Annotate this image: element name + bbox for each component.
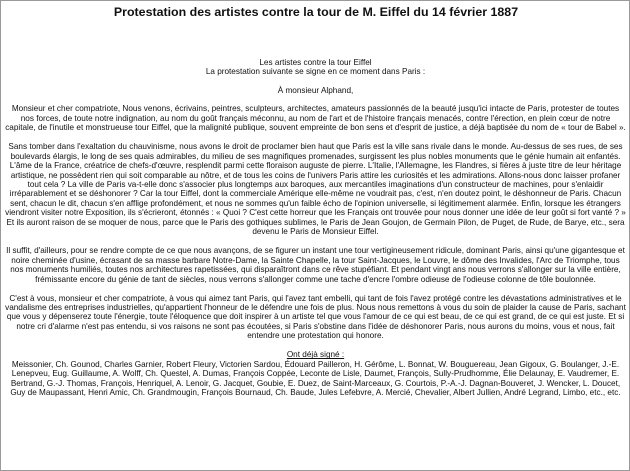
signed-label: Ont déjà signé : [286, 350, 345, 360]
intro-line: Les artistes contre la tour Eiffel [259, 58, 372, 67]
intro-line: La protestation suivante se signe en ce moment dans Paris : [205, 67, 426, 77]
paragraph: Il suffit, d'ailleurs, pour se rendre compte de ce que nous avançons, de se figurer un instant une tour vertigineusement ridicule, dominant Paris, ainsi qu'une gigantesque et noire cheminée d'usine, écrasant de sa masse barbare Notre-Dame, la Sainte Chapelle, la tour Saint-Jacques, le Louvre, le dôme des Invalides, l'Arc de Triomphe, tous nos monuments humiliés, toutes nos architectures rapetissées, qui disparaîtront dans ce rêve stupéfiant. Et pendant vingt ans nous verrons s'allonger sur la ville entière, frémissante encore du génie de tant de siècles, nous verrons s'allonger comme une tache d'encre l'ombre odieuse de l'odieuse colonne de tôle boulonnée. [6, 246, 625, 284]
document-title: Protestation des artistes contre la tour de M. Eiffel du 14 février 1887 [113, 5, 519, 19]
paragraph: C'est à vous, monsieur et cher compatriote, à vous qui aimez tant Paris, qui l'avez tant embelli, qui tant de fois l'avez protégé contre les dévastations administratives et le vandalisme des entreprises industrielles, qu'appartient l'honneur de le défendre une fois de plus. Nous nous remettons à vous du soin de plaider la cause de Paris, sachant que vous y dépenserez toute l'énergie, toute l'éloquence que doit inspirer à un artiste tel que vous l'amour de ce qui est beau, de ce qui est grand, de ce qui est juste. Et si notre cri d'alarme n'est pas entendu, si vos raisons ne sont pas écoutées, si Paris s'obstine dans l'idée de déshonorer Paris, nous aurons du moins, vous et nous, fait entendre une protestation qui honore. [5, 293, 626, 341]
salutation: À monsieur Alphand, [277, 85, 354, 95]
paragraph: Monsieur et cher compatriote, Nous venons, écrivains, peintres, sculpteurs, architectes, amateurs passionnés de la beauté jusqu'ici intacte de Paris, protester de toutes nos forces, de toute notre indignation, au nom du goût français méconnu, au nom de l'art et de l'histoire français menacés, contre l'érection, en plein cœur de notre capitale, de l'inutile et monstrueuse tour Eiffel, que la malignité publique, souvent empreinte de bon sens et d'esprit de justice, a déjà baptisée du nom de « tour de Babel ». [5, 104, 626, 133]
signatories-list: Meissonier, Ch. Gounod, Charles Garnier, Robert Fleury, Victorien Sardou, Édouard Pailleron, H. Gérôme, L. Bonnat, W. Bouguereau, Jean Gigoux, G. Boulanger, J.-E. Lenepveu, Eug. Guillaume, A. Wolff, Ch. Questel, A. Dumas, François Coppée, Leconte de Lisle, Daumet, François, Sully-Prudhomme, Élie Delaunay, E. Vaudremer, E. Bertrand, G.-J. Thomas, François, Henriquel, A. Lenoir, G. Jacquet, Goubie, E. Duez, de Saint-Marceaux, G. Courtois, P.-A.-J. Dagnan-Bouveret, J. Wencker, L. Doucet, Guy de Maupassant, Henri Amic, Ch. Grandmougin, François Bournaud, Ch. Baude, Jules Lefebvre, A. Mercié, Chevalier, Albert Jullien, André Legrand, Limbo, etc., etc. [10, 359, 621, 398]
paragraph: Sans tomber dans l'exaltation du chauvinisme, nous avons le droit de proclamer bien haut que Paris est la ville sans rivale dans le monde. Au-dessus de ses rues, de ses boulevards élargis, le long de ses quais admirables, du milieu de ses magnifiques promenades, surgissent les plus nobles monuments que le génie humain ait enfantés. L'âme de la France, créatrice de chefs-d'œuvre, resplendit parmi cette floraison auguste de pierre. L'Italie, l'Allemagne, les Flandres, si fières à juste titre de leur héritage artistique, ne possèdent rien qui soit comparable au nôtre, et de tous les coins de l'univers Paris attire les curiosités et les admirations. Allons-nous donc laisser profaner tout cela ? La ville de Paris va-t-elle donc s'associer plus longtemps aux baroques, aux mercantiles imaginations d'un constructeur de machines, pour s'enlaidir irréparablement et se déshonorer ? Car la tour Eiffel, dont la commerciale Amérique elle-même ne voudrait pas, c'est, n'en doutez point, le déshonneur de Paris. Chacun sent, chacun le dit, chacun s'en afflige profondément, et nous ne sommes qu'un faible écho de l'opinion universelle, si légitimement alarmée. Enfin, lorsque les étrangers viendront visiter notre Exposition, ils s'écrieront, étonnés : « Quoi ? C'est cette horreur que les Français ont trouvée pour nous donner une idée de leur goût si fort vanté ? » Et ils auront raison de se moquer de nous, parce que le Paris des gothiques sublimes, le Paris de Jean Goujon, de Germain Pilon, de Puget, de Rude, de Barye, etc., sera devenu le Paris de Monsieur Eiffel. [5, 142, 626, 237]
document-body [5, 58, 626, 398]
